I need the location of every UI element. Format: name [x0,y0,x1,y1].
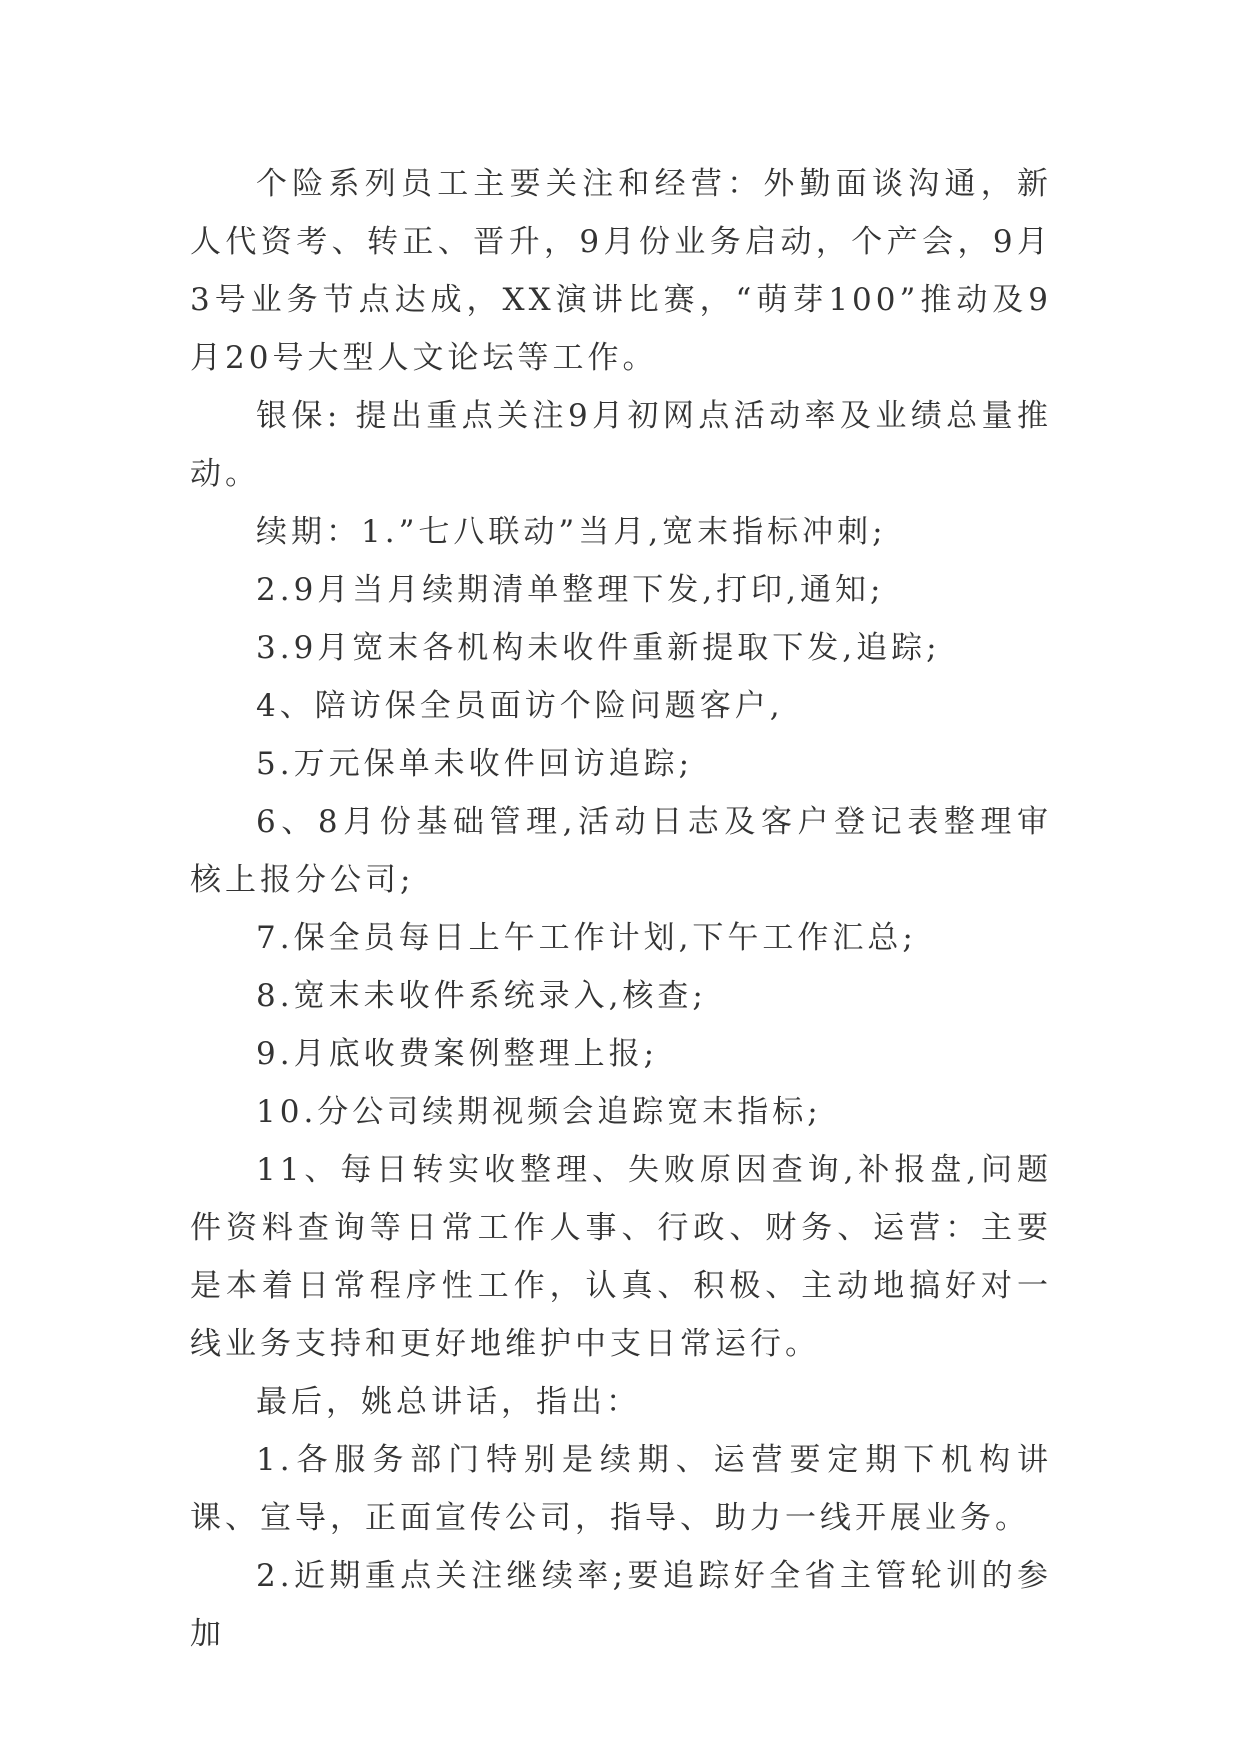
paragraph-closing-point-1: 1.各服务部门特别是续期、运营要定期下机构讲课、宣导，正面宣传公司，指导、助力一线开展业务。 [190,1442,1052,1536]
paragraph-renewal-3: 3.9月宽末各机构未收件重新提取下发,追踪; [256,630,941,666]
paragraph-renewal-8: 8.宽末未收件系统录入,核查; [256,978,707,1014]
paragraph-renewal-6: 6、8月份基础管理,活动日志及客户登记表整理审核上报分公司; [190,804,1052,898]
paragraph-renewal-4: 4、陪访保全员面访个险问题客户, [256,688,784,724]
document-body [190,155,1052,1663]
paragraph-closing-point-2: 2.近期重点关注继续率;要追踪好全省主管轮训的参加 [190,1558,1052,1652]
paragraph-renewal-11: 11、每日转实收整理、失败原因查询,补报盘,问题件资料查询等日常工作人事、行政、财务、运营：主要是本着日常程序性工作，认真、积极、主动地搞好对一线业务支持和更好地维护中支日常运行。 [190,1152,1052,1362]
paragraph-renewal-9: 9.月底收费案例整理上报; [256,1036,659,1072]
paragraph-renewal-7: 7.保全员每日上午工作计划,下午工作汇总; [256,920,917,956]
paragraph-bancassurance: 银保: 提出重点关注9月初网点活动率及业绩总量推动。 [190,398,1052,492]
paragraph-renewal-1: 续期：1.”七八联动”当月,宽末指标冲刺; [256,514,887,550]
paragraph-renewal-2: 2.9月当月续期清单整理下发,打印,通知; [256,572,885,608]
paragraph-closing-remarks: 最后，姚总讲话，指出： [256,1384,641,1420]
paragraph-individual-insurance: 个险系列员工主要关注和经营：外勤面谈沟通，新人代资考、转正、晋升，9月份业务启动，个产会，9月3号业务节点达成，XX演讲比赛，“萌芽100”推动及9月20号大型人文论坛等工作。 [190,166,1052,376]
paragraph-renewal-10: 10.分公司续期视频会追踪宽末指标; [256,1094,822,1130]
paragraph-renewal-5: 5.万元保单未收件回访追踪; [256,746,694,782]
